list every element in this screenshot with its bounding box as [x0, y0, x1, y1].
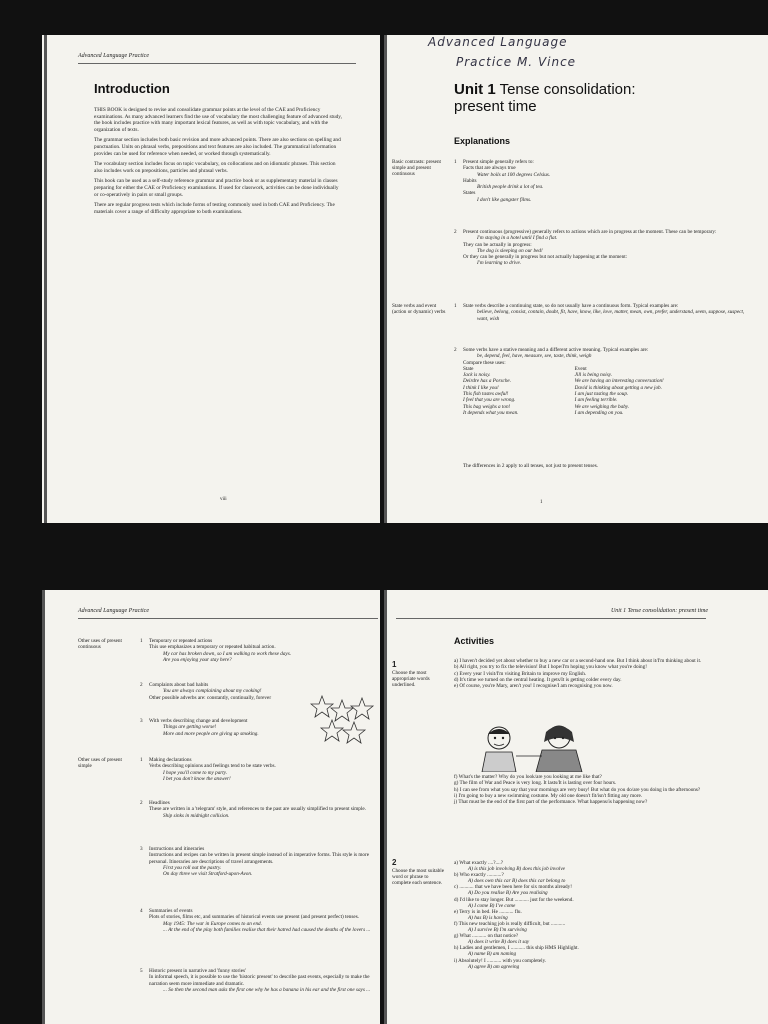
- usage-item: 3 With verbs describing change and development Things are getting worse! More and more people are giving up smoking.: [140, 718, 259, 737]
- explanation-point: 2 Present continuous (progressive) generally refers to actions which are in progress at the moment. These can be temporary: I'm staying in a hotel until I find a flat. They can be actually in progress: The dog is sleeping on our bed! Or they can be generally in progress but not actually happening at the moment: I'm learning to drive.: [454, 229, 717, 267]
- explanation-point: 2 Some verbs have a stative meaning and a different active meaning. Typical examples are: be, depend, feel, have, measure, see, taste, think, weigh Compare these uses: State Jack is noisy. Deirdre has a Porsche. I think I like you! This fish tastes awful! I feel that you are wrong. This bag weighs a ton! It depends what you mean. Event Jill is being noisy. We are having an interesting conversation! David is thinking about getting a new job. I am just tasting the soup. I am feeling terrible. We are weighing the baby. I am depending on you.: [454, 347, 754, 416]
- list-item: i) I'm going to buy a new swimming costume. My old one doesn't fit/isn't fitting any more.: [454, 792, 643, 799]
- section-heading: Activities: [454, 636, 495, 646]
- list-item: a) I haven't decided yet about whether to buy a new car or a second-hand one. But I think about it/I'm thinking about it.: [454, 658, 702, 664]
- list-item: e) Terry is in bed. He ........... flu.: [454, 908, 522, 915]
- exercise-number: 2: [392, 858, 397, 867]
- list-item: d) It's time we turned on the central heating. It gets/It is getting colder every day.: [454, 676, 622, 683]
- page-number: viii: [220, 497, 227, 502]
- list-item: d) I'd like to stay longer. But ........... just for the weekend.: [454, 896, 574, 903]
- handwritten-note: Advanced Language: [428, 35, 568, 49]
- page-unit1-explanations: [384, 35, 768, 523]
- list-item: c) Every year I visit/I'm visiting Britain to improve my English.: [454, 670, 587, 677]
- usage-item: 3 Instructions and itineraries Instructions and recipes can be written in present simple instead of in imperative forms. This style is more personal. Itineraries are descriptions of travel arrangements. First you roll out the pastry. On day three we visit Stratford-upon-Avon.: [140, 846, 370, 878]
- unit-number: Unit 1: [454, 81, 496, 98]
- answer-options: A) I come B) I've come: [468, 902, 516, 909]
- list-item: g) The film of War and Peace is very long. It lasts/It is lasting over four hours.: [454, 780, 617, 787]
- header-rule: [78, 63, 356, 64]
- intro-body: [94, 107, 344, 219]
- side-label: Other uses of present continuous: [78, 638, 122, 651]
- usage-item: 2 Complaints about bad habits You are always complaining about my cooking! Other possible adverbs are: constantly, continually, forever: [140, 682, 272, 701]
- answer-options: A) does own this car B) does this car belong to: [468, 878, 566, 885]
- answer-options: A) does it write B) does it say: [468, 939, 530, 946]
- page-activities: [384, 590, 768, 1024]
- list-item: b) Who exactly ...........?: [454, 872, 504, 879]
- page-other-uses: [42, 590, 380, 1024]
- header-rule: [396, 618, 706, 619]
- header-rule: [78, 618, 378, 619]
- side-label: State verbs and event (action or dynamic) verbs: [392, 303, 446, 316]
- intro-paragraph: The grammar section includes both basic revision and more advanced points. There are also sections on spelling and punctuation. Units on phrasal verbs, prepositions and text features are also included. The grammatical information provides can be used for reference when needed, or worked through systematically.: [94, 137, 341, 157]
- note-text: The differences in 2 apply to all tenses, not just to present tenses.: [463, 463, 599, 469]
- list-item: j) That must be the end of the first part of the performance. What happens/is happening now?: [454, 799, 648, 806]
- side-label: Other uses of present simple: [78, 757, 122, 770]
- unit-title: [454, 81, 754, 115]
- side-label: Basic contrasts: present simple and present continuous: [392, 159, 441, 178]
- running-header: Advanced Language Practice: [78, 53, 149, 59]
- comparison-table: [463, 366, 754, 416]
- usage-item: 1 Making declarations Verbs describing opinions and feelings tend to be state verbs. I hope you'll come to my party. I bet you don't know the answer!: [140, 757, 276, 782]
- answer-options: A) name B) am naming: [468, 951, 517, 958]
- page-spine-shadow: [42, 590, 45, 1024]
- running-header: Advanced Language Practice: [78, 608, 149, 614]
- answer-options: A) I survive B) I'm surviving: [468, 927, 527, 934]
- usage-item: 2 Headlines These are written in a 'telegram' style, and references to the past are usually simplified to present simple. Ship sinks in midnight collision.: [140, 800, 366, 819]
- state-column: State Jack is noisy. Deirdre has a Porsche. I think I like you! This fish tastes awful! I feel that you are wrong. This bag weighs a ton! It depends what you mean.: [463, 365, 519, 416]
- list-item: e) Of course, you're Mary, aren't you! I recognise/I am recognising you now.: [454, 683, 613, 690]
- answer-options: A) has B) is having: [468, 914, 508, 921]
- exercise-items: [454, 658, 759, 689]
- list-item: b) All right, you try to fix the television! But I hope/I'm hoping you know what you're doing!: [454, 664, 647, 671]
- list-item: i) Absolutely! I ........... with you completely.: [454, 957, 547, 964]
- cartoon-illustration-icon: [464, 722, 614, 772]
- list-item: h) Ladies and gentlemen, I ........... this ship HMS Highlight.: [454, 945, 579, 952]
- usage-item: 5 Historic present in narrative and 'funny stories' In informal speech, it is possible to use the 'historic present' to describe past events, especially to make the narration seem more immediate and dramatic. ... So then the second man asks the first one why he has a banana in his ear and the first one says ...: [140, 968, 371, 993]
- unit-title-line2: present time: [454, 98, 537, 115]
- page-spine-shadow: [44, 35, 47, 523]
- running-header: Unit 1 Tense consolidation: present time: [610, 608, 708, 614]
- section-heading: Explanations: [454, 136, 511, 146]
- page-spine-shadow: [384, 35, 387, 523]
- page-title: Introduction: [94, 81, 170, 96]
- explanation-point: 1 Present simple generally refers to: Facts that are always true Water boils at 100 degrees Celsius. Habits British people drink a lot of tea. States I don't like gangster films.: [454, 159, 551, 203]
- answer-options: A) agree B) am agreeing: [468, 963, 520, 970]
- unit-title-line1: Tense consolidation:: [499, 81, 636, 98]
- list-item: a) What exactly ....?....?: [454, 860, 504, 866]
- page-introduction: [42, 35, 380, 523]
- exercise-items: [454, 860, 759, 970]
- intro-paragraph: THIS BOOK is designed to revise and consolidate grammar points at the level of the CAE and Proficiency examinations. As many advanced learners find the use of vocabulary the most challenging feature of advanced study, the book includes practice with many important lexical features, as well as with topic vocabulary, and with the organization of texts.: [94, 107, 342, 133]
- exercise-instruction: Choose the most appropriate words underlined.: [392, 670, 430, 689]
- intro-paragraph: The vocabulary section includes focus on topic vocabulary, on collocations and on idiomatic phrases. This section also includes work on prepositions, particles and phrasal verbs.: [94, 161, 336, 174]
- list-item: f) What's the matter? Why do you look/are you looking at me like that?: [454, 774, 602, 780]
- list-item: f) This new teaching job is really difficult, but ...........: [454, 920, 566, 927]
- usage-item: 4 Summaries of events Plots of stories, films etc, and summaries of historical events use present (and present perfect) tenses. May 1945: The war in Europe comes to an end. ... At the end of the play both families realise that their hatred had caused the deaths of the lovers ...: [140, 908, 371, 933]
- usage-item: 1 Temporary or repeated actions This use emphasizes a temporary or repeated habitual action. My car has broken down, so I am walking to work these days. Are you enjoying your stay here?: [140, 638, 292, 663]
- page-spine-shadow: [384, 590, 387, 1024]
- list-item: c) ........... that we have been here for six months already!: [454, 884, 572, 891]
- intro-paragraph: There are regular progress tests which include forms of testing commonly used in both CAE and Proficiency. The materials cover a range of difficulty appropriate to both examinations.: [94, 202, 335, 215]
- answer-options: A) is this job involving B) does this job involve: [468, 866, 565, 873]
- list-item: h) I can see from what you say that your mornings are very busy! But what do you do/are you doing in the afternoons?: [454, 786, 701, 793]
- list-item: g) What ........... on that notice?: [454, 933, 519, 940]
- page-number: 1: [540, 500, 543, 505]
- intro-paragraph: This book can be used as a self-study reference grammar and practice book or as supplementary material in classes preparing for either the CAE or Proficiency examinations. If used for classwork, activities can be done individually or co-operatively in pairs or small groups.: [94, 178, 339, 198]
- exercise-items: [454, 774, 759, 805]
- handwritten-note: Practice M. Vince: [456, 55, 577, 69]
- exercise-number: 1: [392, 660, 397, 669]
- event-column: Event Jill is being noisy. We are having an interesting conversation! David is thinking about getting a new job. I am just tasting the soup. I am feeling terrible. We are weighing the baby. I am depending on you.: [574, 365, 664, 416]
- answer-options: A) Do you realise B) Are you realising: [468, 890, 548, 897]
- star-doodle-icon: [310, 692, 380, 748]
- explanation-point: 1 State verbs describe a continuing state, so do not usually have a continuous form. Typical examples are: believe, belong, consist, contain, doubt, fit, have, know, like, love, matter, mean, own, prefer, understand, seem, suppose, suspect, want, wish: [454, 303, 745, 322]
- exercise-instruction: Choose the most suitable word or phrase to complete each sentence.: [392, 868, 445, 887]
